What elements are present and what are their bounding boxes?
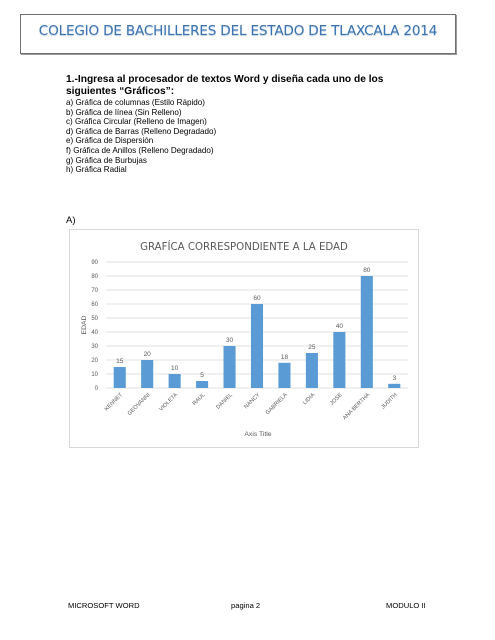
list-item: c) Gráfica Circular (Relleno de Imagen) [66,117,207,127]
x-tick-label: GEOVANNI [126,392,152,418]
list-item: h) Gráfica Radial [66,165,127,175]
list-item: b) Gráfica de línea (Sin Relleno) [66,107,182,117]
footer-page-number: pagina 2 [231,601,261,610]
data-label: 5 [200,372,204,379]
x-tick-label: LIDIA [302,392,317,407]
bar [361,276,373,388]
age-bar-chart [70,230,418,447]
bar [169,374,181,388]
instruction-text: 1.-Ingresa al procesador de textos Word y diseña cada uno de los siguientes “Gráficos”: [66,74,384,97]
chart-title: GRAFÍCA CORRESPONDIENTE A LA EDAD [140,242,348,253]
y-tick-label: 90 [91,260,98,267]
bar [306,353,318,388]
y-tick-label: 20 [91,358,98,365]
list-item: g) Gráfica de Burbujas [66,155,147,165]
footer-right: MODULO II [386,601,426,610]
bar [251,304,263,388]
data-label: 30 [225,337,234,344]
y-tick-label: 70 [91,288,98,295]
list-item: d) Gráfica de Barras (Relleno Degradado) [66,126,217,136]
bar [388,384,400,388]
list-item: f) Gráfica de Anillos (Relleno Degradado) [66,145,214,155]
bar [196,381,208,388]
data-label: 15 [116,358,124,365]
x-tick-label: ANA BERTHA [341,392,372,422]
chart-type-list [66,98,216,175]
x-tick-label: GABRIELA [264,392,289,417]
x-tick-label: DANIEL [215,392,234,411]
y-axis-title: EDAD [81,315,88,335]
x-tick-label: VIOLETA [158,392,180,413]
chart-area [69,229,419,448]
y-tick-label: 40 [91,330,98,337]
y-tick-label: 0 [94,386,98,393]
bar [141,360,153,388]
data-label: 3 [392,374,397,382]
y-tick-label: 10 [91,372,98,379]
data-label: 10 [171,365,179,372]
x-tick-label: RAUL [191,392,207,407]
section-label: A) [66,215,76,226]
y-tick-label: 30 [91,344,98,351]
data-label: 60 [253,295,261,302]
data-label: 20 [143,351,151,358]
data-label: 18 [280,353,289,361]
y-tick-label: 80 [91,274,98,281]
x-tick-label: KENNET [103,392,125,413]
footer-left: MICROSOFT WORD [68,601,140,610]
data-label: 80 [363,267,371,274]
bar [278,363,290,388]
bar [114,367,126,388]
x-tick-label: NANCY [243,392,262,411]
y-tick-label: 50 [91,316,98,323]
list-item: a) Gráfica de columnas (Estilo Rápido) [66,98,206,107]
header-title: COLEGIO DE BACHILLERES DEL ESTADO DE TLAXCALA 2014 [38,23,438,39]
header-banner [20,14,456,54]
x-tick-label: JUDITH [380,392,399,411]
bar [224,346,236,388]
bar [333,332,345,388]
list-item: e) Gráfica de Dispersión [66,136,154,146]
x-tick-label: JOSE [329,392,344,407]
y-tick-label: 60 [91,302,98,309]
data-label: 25 [308,344,316,351]
data-label: 40 [335,323,343,330]
x-axis-title: Axis Title [244,431,272,438]
